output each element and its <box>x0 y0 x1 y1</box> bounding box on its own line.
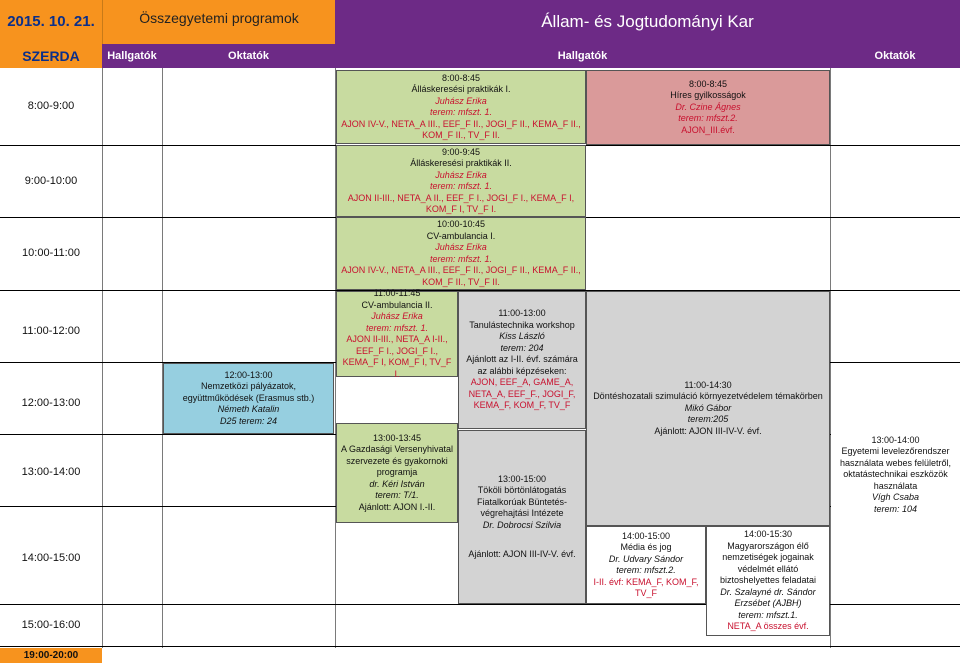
time-label: 13:00-14:00 <box>21 466 81 478</box>
grid-line <box>102 68 103 648</box>
time-label: 11:00-12:00 <box>22 325 80 337</box>
event-nemzetisegek[interactable] <box>706 526 830 636</box>
event-presenter: Németh Katalin <box>217 404 280 415</box>
event-title: Álláskeresési praktikák II. <box>410 158 512 168</box>
header-day: SZERDA <box>0 44 102 68</box>
time-label: 8:00-9:00 <box>27 100 75 112</box>
event-audience: AJON II-III., NETA_A II., EEF_F I., JOGI_F I., KEMA_F I, KOM_F I, TV_F I. <box>347 192 575 214</box>
event-audience: AJON II-III., NETA_A I-II., EEF_F I., JOGI_F I., KEMA_F I, KOM_F I, TV_F I. <box>342 334 452 379</box>
event-presenter: Dr. Dobrocsi Szilvia <box>482 519 562 530</box>
event-audience: AJON IV-V., NETA_A III., EEF_F II., JOGI_F II., KEMA_F II., KOM_F II., TV_F II. <box>341 265 581 287</box>
event-room: terem: T/1. <box>375 490 419 501</box>
event-presenter: Vígh Csaba <box>871 492 920 503</box>
header-students-2: Hallgatók <box>335 44 830 68</box>
event-audience: AJON, EEF_A, GAME_A, NETA_A, EEF_F., JOGI_F, KEMA_F, KOM_F, TV_F <box>468 377 576 411</box>
event-audience: I-II. évf: KEMA_F, KOM_F, TV_F <box>593 576 699 598</box>
event-title: Álláskeresési praktikák I. <box>411 84 511 94</box>
grid-line <box>162 68 163 648</box>
event-time: 13:00-14:00 <box>871 434 920 445</box>
event-room: terem: mfszt.2. <box>678 113 738 124</box>
event-audience: Ajánlott: AJON III-IV-V. évf. <box>468 549 576 559</box>
event-audience: AJON IV-V., NETA_A III., EEF_F II., JOGI_F II., KEMA_F II., KOM_F II., TV_F II. <box>341 118 581 140</box>
row-line <box>0 646 960 647</box>
event-nemzetkozi-palyazatok[interactable] <box>163 363 334 434</box>
header-teachers-1: Oktatók <box>162 44 335 68</box>
time-label: 10:00-11:00 <box>22 247 80 259</box>
event-room: D25 terem: 24 <box>219 415 278 426</box>
time-label: 12:00-13:00 <box>21 397 81 409</box>
event-cv-ambulancia-1[interactable] <box>336 217 586 290</box>
event-audience: Ajánlott: AJON III-IV-V. évf. <box>654 425 762 436</box>
event-spacer <box>462 531 582 549</box>
event-title: Híres gyilkosságok <box>670 90 746 101</box>
header-teachers-2: Oktatók <box>830 44 960 68</box>
event-time: 14:00-15:00 <box>621 530 671 541</box>
event-donteshozatali-szimulacio[interactable] <box>586 291 830 526</box>
event-tokoli-bortonlatogatas[interactable] <box>458 430 586 604</box>
event-presenter: Juhász Erika <box>371 311 423 321</box>
event-room: terem: mfszt.1. <box>738 609 798 620</box>
event-cv-ambulancia-2[interactable] <box>336 288 458 379</box>
event-presenter: Kiss László <box>499 331 545 342</box>
header-date: 2015. 10. 21. <box>0 0 102 44</box>
grid-line <box>830 68 831 648</box>
event-time: 11:00-14:30 <box>684 379 732 390</box>
event-title: Tanulástechnika workshop <box>469 319 575 330</box>
event-title: CV-ambulancia II. <box>361 299 433 310</box>
event-title: Magyarországon élő nemzetiségek jogainak védelmét ellátó biztoshelyettes feladatai <box>719 540 817 586</box>
event-title: Nemzetközi pályázatok, együttműködések (Erasmus stb.) <box>182 381 315 403</box>
event-room: terem: mfszt. 1. <box>365 322 428 333</box>
event-time: 8:00-8:45 <box>441 72 481 83</box>
event-presenter: dr. Kéri István <box>369 478 425 489</box>
event-time: 12:00-13:00 <box>224 369 273 380</box>
event-time: 11:00-11:45 <box>373 288 421 298</box>
event-time: 13:00-13:45 <box>372 432 422 443</box>
event-time: 9:00-9:45 <box>441 146 481 157</box>
time-label-evening: 19:00-20:00 <box>0 648 102 663</box>
time-label: 15:00-16:00 <box>21 619 81 631</box>
event-title: Tököli börtönlátogatás <box>477 485 567 495</box>
event-room: terem: 104 <box>873 503 918 514</box>
event-title: CV-ambulancia I. <box>426 230 496 241</box>
event-tanulastechnika[interactable] <box>458 291 586 429</box>
event-audience: NETA_A összes évf. <box>727 621 809 632</box>
event-title: Döntéshozatali szimuláció környezetvédelem témakörben <box>593 391 823 402</box>
event-presenter: Juhász Erika <box>435 95 487 106</box>
event-title: Egyetemi levelezőrendszer használata webes felületről, oktatástechnikai eszközök használata <box>839 446 952 491</box>
event-time: 8:00-8:45 <box>688 78 728 89</box>
header-faculty: Állam- és Jogtudományi Kar <box>335 0 960 44</box>
event-allaskeresesi-1[interactable] <box>336 70 586 144</box>
event-allaskeresesi-2[interactable] <box>336 145 586 217</box>
event-room: terem: mfszt. 1. <box>429 253 492 264</box>
event-media-es-jog[interactable] <box>586 526 706 604</box>
time-label: 14:00-15:00 <box>21 552 81 564</box>
event-audience: Ajánlott: AJON I.-II. <box>358 501 436 512</box>
event-gvh[interactable] <box>336 423 458 523</box>
event-institution: Fiatalkorúak Büntetés-végrehajtási Intézete <box>476 496 568 518</box>
event-room: terem: mfszt. 1. <box>429 107 492 117</box>
header-students-1: Hallgatók <box>102 44 162 68</box>
event-presenter: Dr. Szalayné dr. Sándor Erzsébet (AJBH) <box>720 586 816 609</box>
event-room: terem: mfszt. 1. <box>429 181 492 191</box>
event-room: terem: 204 <box>500 342 544 353</box>
event-presenter: Juhász Erika <box>435 242 487 252</box>
event-room: terem: mfszt.2. <box>616 565 676 575</box>
event-recommended: Ajánlott az I-II. évf. számára az alábbi képzéseken: <box>466 354 578 376</box>
event-time: 11:00-13:00 <box>498 308 546 319</box>
event-presenter: Juhász Erika <box>435 169 487 180</box>
header-program: Összegyetemi programok <box>102 0 335 44</box>
event-hires-gyilkossagok[interactable] <box>586 70 830 145</box>
event-title: Média és jog <box>620 542 672 552</box>
event-presenter: Dr. Udvary Sándor <box>608 553 684 564</box>
event-audience: AJON_III.évf. <box>681 124 735 135</box>
event-time: 13:00-15:00 <box>497 473 547 484</box>
event-presenter: Mikó Gábor <box>684 402 732 413</box>
time-label: 9:00-10:00 <box>24 175 78 187</box>
event-room: terem:205 <box>687 414 729 425</box>
event-presenter: Dr. Czine Ágnes <box>675 101 741 112</box>
event-time: 14:00-15:30 <box>743 529 793 540</box>
event-time: 10:00-10:45 <box>436 219 486 229</box>
event-levelezorendszer[interactable] <box>831 430 960 520</box>
event-title: A Gazdasági Versenyhivatal szervezete és gyakornoki programja <box>340 444 454 478</box>
